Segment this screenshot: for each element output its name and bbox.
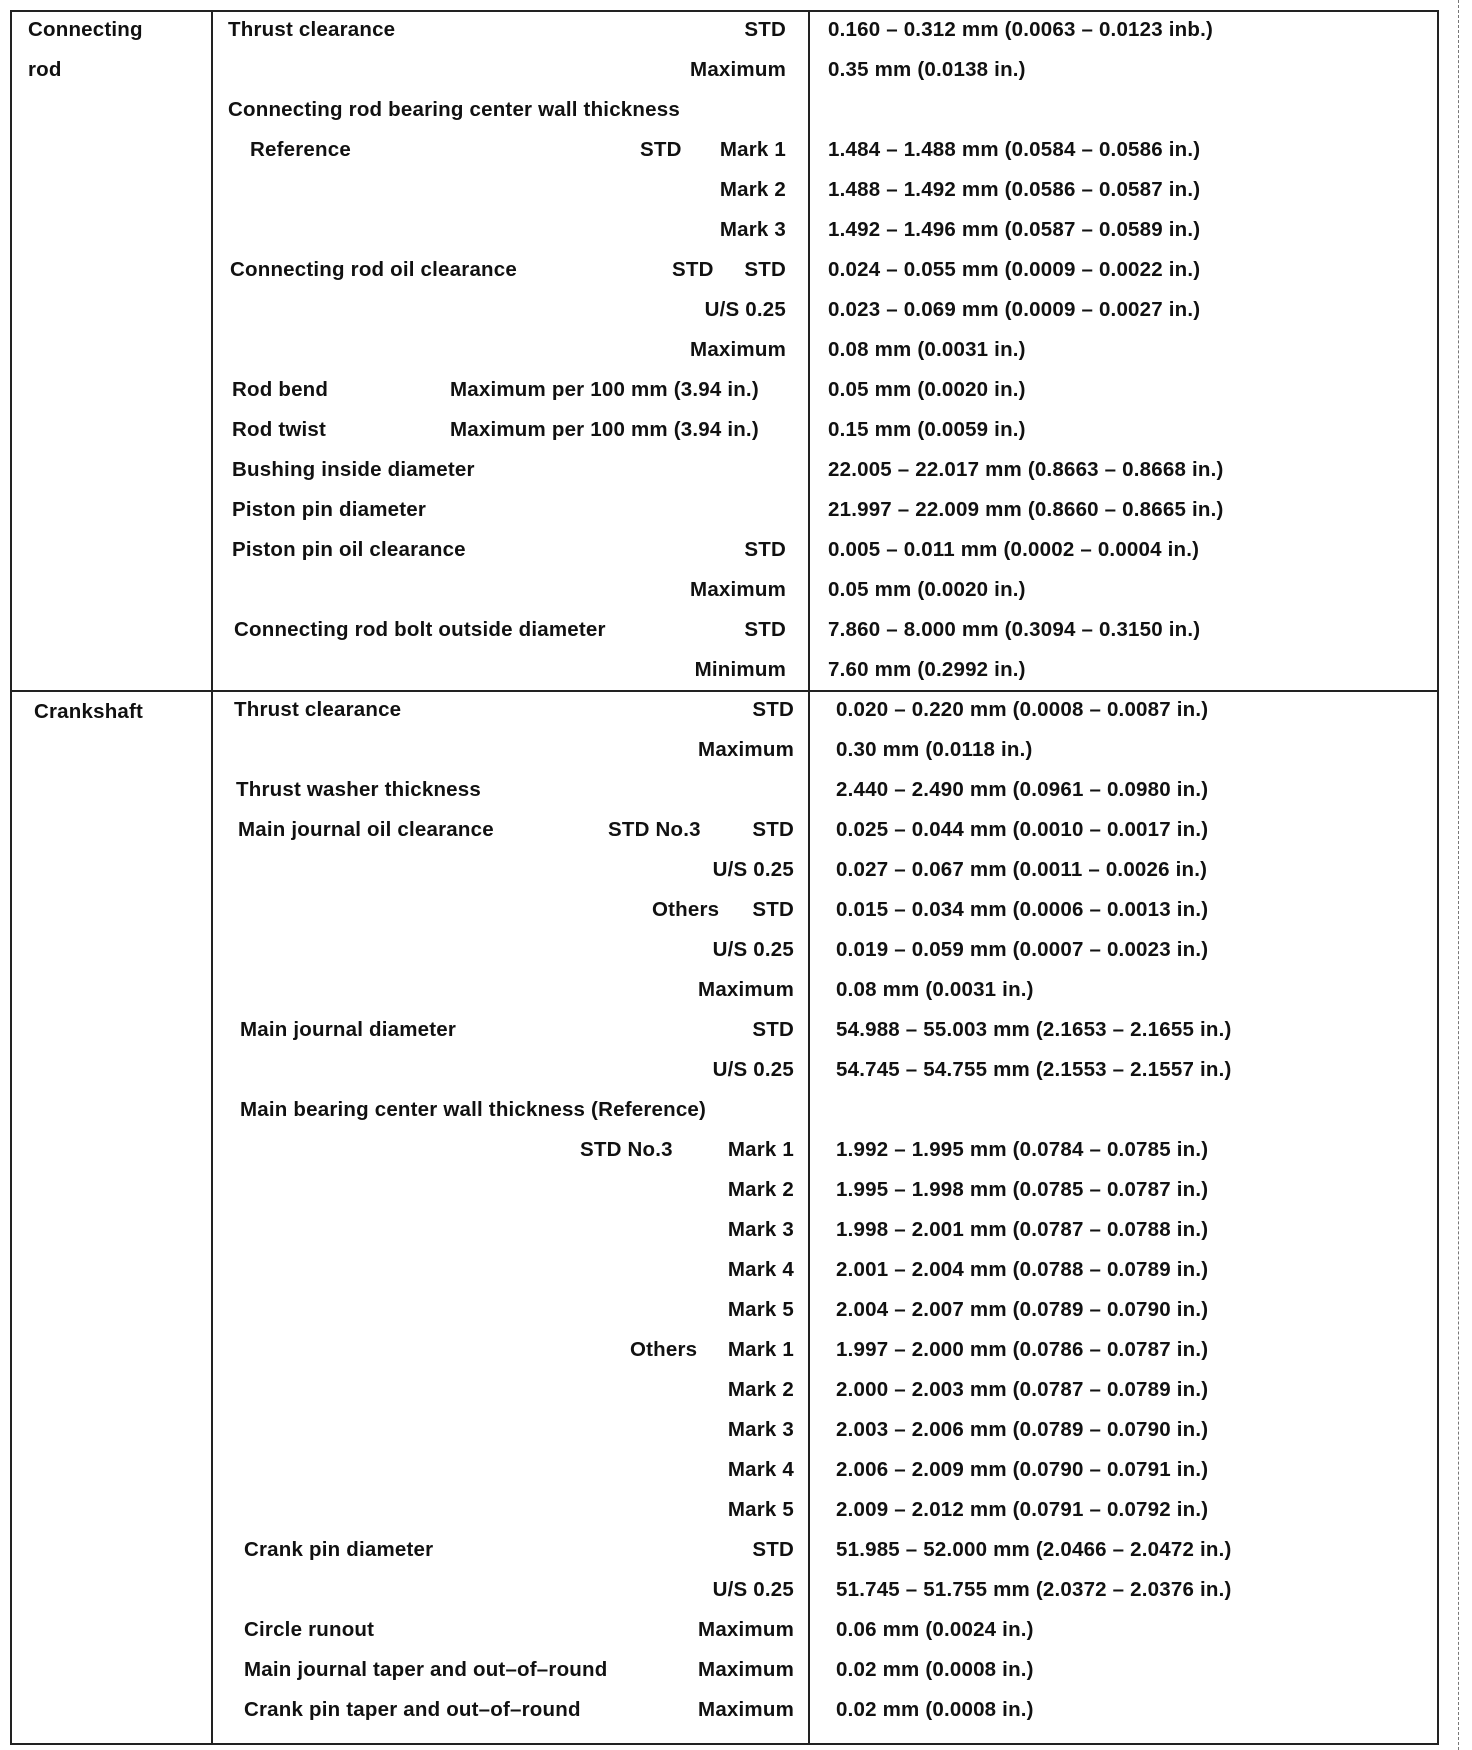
spec-qualifier: Mark 4 xyxy=(727,1458,794,1481)
spec-qualifier: Maximum xyxy=(690,578,786,601)
spec-value: 0.08 mm (0.0031 in.) xyxy=(828,338,1026,361)
spec-qualifier: Mark 5 xyxy=(727,1498,794,1521)
spec-value: 21.997 – 22.009 mm (0.8660 – 0.8665 in.) xyxy=(828,498,1224,521)
spec-qualifier: Maximum xyxy=(698,1618,794,1641)
spec-sub-qualifier: STD No.3 xyxy=(608,818,701,841)
section-label-connecting-rod-line2: rod xyxy=(28,58,62,81)
spec-item-label: Circle runout xyxy=(244,1618,375,1641)
spec-qualifier: Maximum xyxy=(698,738,794,761)
spec-value: 0.024 – 0.055 mm (0.0009 – 0.0022 in.) xyxy=(828,258,1201,281)
spec-qualifier: Minimum xyxy=(694,658,786,681)
spec-value: 0.30 mm (0.0118 in.) xyxy=(836,738,1033,761)
spec-qualifier: Mark 2 xyxy=(719,178,786,201)
spec-qualifier: U/S 0.25 xyxy=(712,1578,794,1601)
value-column-divider xyxy=(808,10,810,1745)
spec-value: 22.005 – 22.017 mm (0.8663 – 0.8668 in.) xyxy=(828,458,1224,481)
page-edge-dashes xyxy=(1458,0,1459,1750)
spec-qualifier: Mark 3 xyxy=(719,218,786,241)
spec-qualifier: STD xyxy=(744,618,786,641)
spec-value: 2.006 – 2.009 mm (0.0790 – 0.0791 in.) xyxy=(836,1458,1209,1481)
spec-value: 1.488 – 1.492 mm (0.0586 – 0.0587 in.) xyxy=(828,178,1201,201)
spec-value: 1.995 – 1.998 mm (0.0785 – 0.0787 in.) xyxy=(836,1178,1209,1201)
spec-qualifier: Mark 1 xyxy=(719,138,786,161)
spec-item-label: Reference xyxy=(250,138,351,161)
spec-qualifier: Mark 1 xyxy=(727,1338,794,1361)
spec-value: 2.003 – 2.006 mm (0.0789 – 0.0790 in.) xyxy=(836,1418,1209,1441)
spec-value: 2.001 – 2.004 mm (0.0788 – 0.0789 in.) xyxy=(836,1258,1209,1281)
section-label-crankshaft: Crankshaft xyxy=(34,700,144,723)
spec-item-label: Rod twist xyxy=(232,418,327,441)
spec-value: 2.440 – 2.490 mm (0.0961 – 0.0980 in.) xyxy=(836,778,1209,801)
spec-qualifier: Maximum xyxy=(690,338,786,361)
spec-value: 54.988 – 55.003 mm (2.1653 – 2.1655 in.) xyxy=(836,1018,1232,1041)
spec-qualifier: STD xyxy=(752,898,794,921)
spec-value: 0.027 – 0.067 mm (0.0011 – 0.0026 in.) xyxy=(836,858,1208,881)
spec-value: 7.860 – 8.000 mm (0.3094 – 0.3150 in.) xyxy=(828,618,1201,641)
spec-value: 0.35 mm (0.0138 in.) xyxy=(828,58,1026,81)
spec-value: 1.484 – 1.488 mm (0.0584 – 0.0586 in.) xyxy=(828,138,1201,161)
spec-qualifier: Maximum xyxy=(690,58,786,81)
spec-item-label: Crank pin diameter xyxy=(244,1538,434,1561)
spec-qualifier: U/S 0.25 xyxy=(712,1058,794,1081)
spec-item-label: Main journal oil clearance xyxy=(238,818,494,841)
spec-item-label: Main bearing center wall thickness (Reference) xyxy=(240,1098,707,1121)
spec-value: 0.019 – 0.059 mm (0.0007 – 0.0023 in.) xyxy=(836,938,1209,961)
spec-value: 2.004 – 2.007 mm (0.0789 – 0.0790 in.) xyxy=(836,1298,1209,1321)
spec-value: 2.009 – 2.012 mm (0.0791 – 0.0792 in.) xyxy=(836,1498,1209,1521)
spec-value: 1.997 – 2.000 mm (0.0786 – 0.0787 in.) xyxy=(836,1338,1209,1361)
spec-value: 7.60 mm (0.2992 in.) xyxy=(828,658,1026,681)
spec-qualifier: Maximum xyxy=(698,1658,794,1681)
spec-item-label: Thrust clearance xyxy=(234,698,402,721)
spec-qualifier: U/S 0.25 xyxy=(712,858,794,881)
spec-item-label: Piston pin oil clearance xyxy=(232,538,466,561)
spec-item-label: Thrust clearance xyxy=(228,18,396,41)
section-label-connecting-rod: Connecting xyxy=(28,18,143,41)
spec-qualifier: STD xyxy=(744,18,786,41)
spec-sub-qualifier: STD xyxy=(640,138,682,161)
spec-qualifier: Mark 5 xyxy=(727,1298,794,1321)
spec-value: 0.023 – 0.069 mm (0.0009 – 0.0027 in.) xyxy=(828,298,1201,321)
spec-qualifier: Maximum xyxy=(698,978,794,1001)
spec-value: 0.05 mm (0.0020 in.) xyxy=(828,378,1026,401)
spec-sub-qualifier: Others xyxy=(630,1338,698,1361)
spec-item-label: Crank pin taper and out–of–round xyxy=(244,1698,581,1721)
spec-value: 0.02 mm (0.0008 in.) xyxy=(836,1698,1034,1721)
spec-value: 51.745 – 51.755 mm (2.0372 – 2.0376 in.) xyxy=(836,1578,1232,1601)
spec-sub-qualifier: STD No.3 xyxy=(580,1138,673,1161)
spec-qualifier: Maximum xyxy=(698,1698,794,1721)
spec-qualifier: STD xyxy=(744,258,786,281)
spec-value: 0.160 – 0.312 mm (0.0063 – 0.0123 inb.) xyxy=(828,18,1214,41)
spec-qualifier: Mark 3 xyxy=(727,1218,794,1241)
spec-value: 0.15 mm (0.0059 in.) xyxy=(828,418,1026,441)
spec-qualifier: U/S 0.25 xyxy=(712,938,794,961)
spec-item-label: Connecting rod bolt outside diameter xyxy=(234,618,606,641)
spec-item-label: Thrust washer thickness xyxy=(236,778,481,801)
section-divider xyxy=(10,690,1439,692)
spec-qualifier: STD xyxy=(752,1018,794,1041)
spec-value: 0.020 – 0.220 mm (0.0008 – 0.0087 in.) xyxy=(836,698,1209,721)
spec-value: 1.998 – 2.001 mm (0.0787 – 0.0788 in.) xyxy=(836,1218,1209,1241)
spec-value: 2.000 – 2.003 mm (0.0787 – 0.0789 in.) xyxy=(836,1378,1209,1401)
spec-qualifier: Mark 2 xyxy=(727,1378,794,1401)
spec-value: 51.985 – 52.000 mm (2.0466 – 2.0472 in.) xyxy=(836,1538,1232,1561)
spec-value: 54.745 – 54.755 mm (2.1553 – 2.1557 in.) xyxy=(836,1058,1232,1081)
spec-item-label: Bushing inside diameter xyxy=(232,458,475,481)
spec-value: 1.492 – 1.496 mm (0.0587 – 0.0589 in.) xyxy=(828,218,1201,241)
spec-value: 0.08 mm (0.0031 in.) xyxy=(836,978,1034,1001)
spec-sub-qualifier: Others xyxy=(652,898,720,921)
spec-qualifier: Mark 2 xyxy=(727,1178,794,1201)
spec-item-label: Connecting rod oil clearance xyxy=(230,258,517,281)
spec-qualifier: STD xyxy=(744,538,786,561)
spec-value: 0.06 mm (0.0024 in.) xyxy=(836,1618,1034,1641)
spec-item-label: Main journal taper and out–of–round xyxy=(244,1658,608,1681)
spec-qualifier: STD xyxy=(752,818,794,841)
spec-item-label: Main journal diameter xyxy=(240,1018,457,1041)
spec-qualifier: U/S 0.25 xyxy=(704,298,786,321)
spec-item-label: Connecting rod bearing center wall thickness xyxy=(228,98,680,121)
spec-value: 0.005 – 0.011 mm (0.0002 – 0.0004 in.) xyxy=(828,538,1200,561)
spec-value: 0.025 – 0.044 mm (0.0010 – 0.0017 in.) xyxy=(836,818,1209,841)
label-column-divider xyxy=(211,10,213,1745)
spec-value: 1.992 – 1.995 mm (0.0784 – 0.0785 in.) xyxy=(836,1138,1209,1161)
spec-item-label: Rod bend xyxy=(232,378,329,401)
spec-item-label: Piston pin diameter xyxy=(232,498,427,521)
spec-qualifier: Mark 1 xyxy=(727,1138,794,1161)
spec-qualifier: Mark 4 xyxy=(727,1258,794,1281)
spec-sub-qualifier: Maximum per 100 mm (3.94 in.) xyxy=(450,418,759,441)
spec-qualifier: STD xyxy=(752,698,794,721)
spec-qualifier: Mark 3 xyxy=(727,1418,794,1441)
spec-value: 0.05 mm (0.0020 in.) xyxy=(828,578,1026,601)
spec-sub-qualifier: STD xyxy=(672,258,714,281)
spec-value: 0.015 – 0.034 mm (0.0006 – 0.0013 in.) xyxy=(836,898,1209,921)
spec-qualifier: STD xyxy=(752,1538,794,1561)
spec-value: 0.02 mm (0.0008 in.) xyxy=(836,1658,1034,1681)
spec-sub-qualifier: Maximum per 100 mm (3.94 in.) xyxy=(450,378,759,401)
